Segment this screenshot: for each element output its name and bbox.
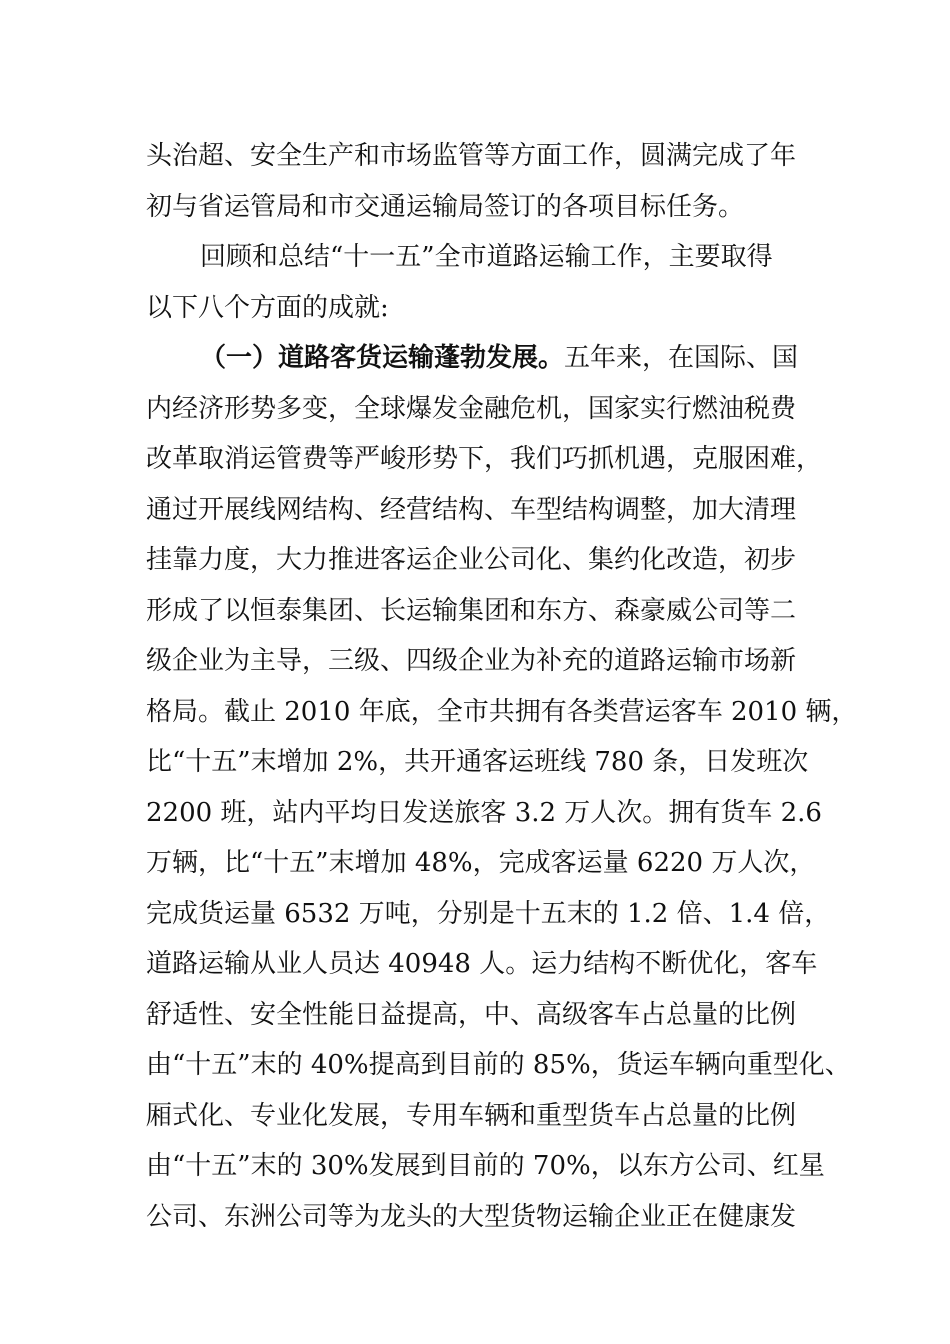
text-line: 道路运输从业人员达 40948 人。运力结构不断优化，客车 <box>146 949 818 979</box>
text-line: 由“十五”末的 30%发展到目前的 70%，以东方公司、红星 <box>146 1151 825 1181</box>
text-line: 回顾和总结“十一五”全市道路运输工作，主要取得 <box>200 242 773 272</box>
heading-line-text: 五年来，在国际、国 <box>564 343 799 373</box>
text-line: 头治超、安全生产和市场监管等方面工作，圆满完成了年 <box>146 141 797 171</box>
text-line: 以下八个方面的成就: <box>146 292 389 323</box>
text-line: 形成了以恒泰集团、长运输集团和东方、森豪威公司等二 <box>146 595 797 626</box>
text-line: 由“十五”末的 40%提高到目前的 85%，货运车辆向重型化、 <box>146 1050 851 1080</box>
body-text <box>146 131 858 1242</box>
text-line: 初与省运管局和市交通运输局签订的各项目标任务。 <box>146 191 745 222</box>
paragraph-1 <box>146 131 826 232</box>
paragraph-2 <box>146 232 826 333</box>
text-line: 格局。截止 2010 年底，全市共拥有各类营运客车 2010 辆， <box>146 696 858 727</box>
text-line: 舒适性、安全性能日益提高，中、高级客车占总量的比例 <box>146 999 797 1030</box>
section-heading-line <box>146 333 826 384</box>
text-line: 万辆，比“十五”末增加 48%，完成客运量 6220 万人次， <box>146 848 816 878</box>
text-line: 通过开展线网结构、经营结构、车型结构调整，加大清理 <box>146 494 797 525</box>
text-line: 改革取消运管费等严峻形势下，我们巧抓机遇，克服困难， <box>146 444 823 474</box>
text-line: 厢式化、专业化发展，专用车辆和重型货车占总量的比例 <box>146 1100 797 1131</box>
text-line: 内经济形势多变，全球爆发金融危机，国家实行燃油税费 <box>146 393 797 424</box>
text-line: 公司、东洲公司等为龙头的大型货物运输企业正在健康发 <box>146 1201 797 1232</box>
text-line: 级企业为主导，三级、四级企业为补充的道路运输市场新 <box>146 646 797 676</box>
section-heading: （一）道路客货运输蓬勃发展。 <box>200 343 565 373</box>
text-line: 挂靠力度，大力推进客运企业公司化、集约化改造，初步 <box>146 545 797 575</box>
paragraph-3 <box>146 333 858 1242</box>
text-line: 完成货运量 6532 万吨，分别是十五末的 1.2 倍、1.4 倍， <box>146 898 831 929</box>
text-line: 2200 班，站内平均日发送旅客 3.2 万人次。拥有货车 2.6 <box>146 797 822 828</box>
text-line: 比“十五”末增加 2%，共开通客运班线 780 条，日发班次 <box>146 747 809 777</box>
